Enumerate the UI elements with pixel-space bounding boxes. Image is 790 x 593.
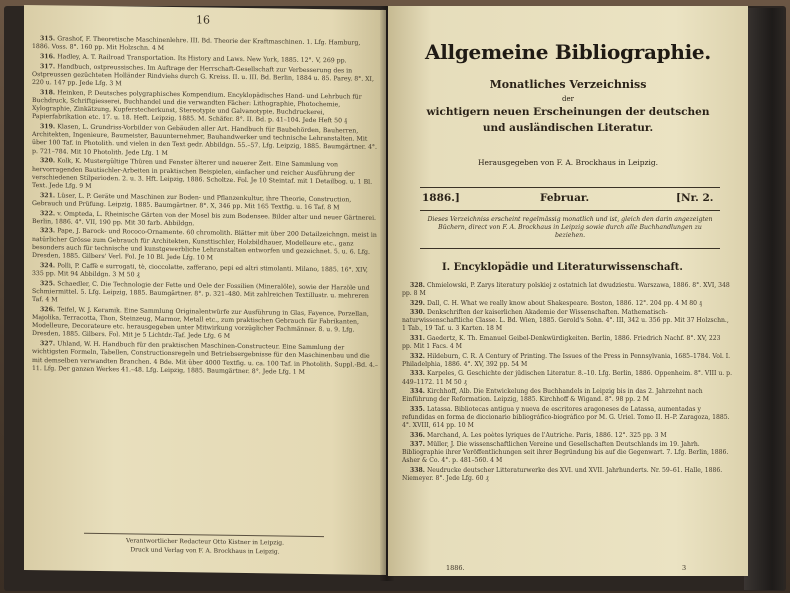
bibliography-entry <box>402 388 732 404</box>
section-heading: I. Encyklopädie und Literaturwissenschaft. <box>442 262 683 273</box>
editor-line: Verantwortlicher Redacteur Otto Kistner in Leipzig. <box>125 537 285 547</box>
bibliography-entry <box>402 282 732 298</box>
bibliography-entry <box>32 89 378 127</box>
book-spine <box>744 8 784 590</box>
entry-number: 316. <box>40 53 58 61</box>
issue-row <box>422 192 722 210</box>
bibliography-entry <box>402 300 732 308</box>
entry-number: 326. <box>40 305 58 314</box>
entry-text: Polli, P. Caffè e surrogati, tè, cioccolatte, zafferano, pepi ed altri stimolanti. Milano, 1885. 16°. XIV, 335 pp. Mit 94 Abbildgn. 3 M 50 ₰ <box>32 262 368 279</box>
journal-title: Allgemeine Bibliographie. <box>425 40 711 64</box>
entry-text: Hadley, A. T. Railroad Transportation. Its History and Laws. New York, 1885. 12°. V, 269 pp. <box>57 53 347 65</box>
entry-text: Heinken, P. Deutsches polygraphisches Kompendium. Encyklopädisches Hand- und Lehrbuch für Buchdruck, Schriftgiesserei, Buchhandel und die verwandten Fächer: Lithographie, Photochemie, Xylographie, Zinkätzung, Kupferstecherkunst, Stereotypie und Galvanotypie, Buchdruckerei, Papierfabrikation etc. 17. u. 18. Heft. Leipzig, 1885. M. Schäfer. 8°. II. Bd. p. 41–104. Jede Heft 50 ₰ <box>32 89 362 125</box>
entry-number: 336. <box>410 431 427 439</box>
entry-text: Teifel, W. J. Keramik. Eine Sammlung Originalentwürfe zur Ausführung in Glas, Fayence, Porzellan, Majolika, Terracotta, Thon, Steinzeug, Marmor, Metall etc., zum praktischen Gebrauch für Fabrikanten, Modelleure, Decorateure etc. herausgegeben unter Mitwirkung vorzüglicher Fachmänner. 8. u. 9. Lfg. Dresden, 1885. Gilbers. Fol. Mit je 5 Lichtdr.-Taf. Jede Lfg. 6 M <box>32 306 369 341</box>
subscription-notice: Dieses Verzeichniss erscheint regelmässig monatlich und ist, gleich den darin angezeigten Büchern, direct von F. A. Brockhaus in Leipzig sowie durch alle Buchhandlungen zu beziehen. <box>427 216 713 240</box>
footer-page-number: 3 <box>682 564 687 572</box>
entry-number: 315. <box>40 35 58 43</box>
entry-number: 332. <box>410 352 427 360</box>
header-rule-bottom <box>420 210 720 211</box>
bibliography-entry <box>32 123 378 161</box>
entry-number: 331. <box>410 335 427 343</box>
entry-text: Latassa. Bibliotecas antigua y nueva de escritores aragoneses de Latassa, aumentadas y refundidas en forma de diccionario bibliográfico-biográfico por M. G. Uriel. Tomo II. H–P. Zaragoza, 1885. 4°. XVIII, 614 pp. 10 M <box>402 405 730 429</box>
footer-year: 1886. <box>446 564 465 572</box>
bibliography-entry <box>402 353 732 369</box>
entry-number: 335. <box>410 405 427 413</box>
entry-text: Hildeburn, C. R. A Century of Printing. The Issues of the Press in Pennsylvania, 1685–1784. Vol. I. Philadelphia, 1886. 4°. XV, 392 pp. 54 M <box>402 352 731 368</box>
left-entry-list <box>32 35 378 379</box>
bibliography-entry <box>402 406 732 430</box>
bibliography-entry <box>402 335 732 351</box>
entry-text: Grashof, F. Theoretische Maschinenlehre. III. Bd. Theorie der Kraftmaschinen. 1. Lfg. Hamburg, 1886. Voss. 8°. 160 pp. Mit Holzschn. 4 M <box>32 35 361 53</box>
entry-number: 325. <box>40 279 58 288</box>
entry-text: Klasen, L. Grundriss-Vorbilder von Gebäuden aller Art. Handbuch für Baubehörden, Bauherren, Architekten, Ingenieure, Baumeister, Bauunternehmer, Bauhandwerker und technische Lehranstalten. Mit über 100 Taf. in Photolith. und vielen in den Text gedr. Abbildgn. 55.–57. Lfg. Leipzig, 1885. Baumgärtner. 4°. p. 721–784. Mit 10 Photolith. Jede Lfg. 1 M <box>32 123 377 157</box>
entry-text: Kolk, K. Mustergültige Thüren und Fenster älterer und neuerer Zeit. Eine Sammlung von hervorragenden Bautischler-Arbeiten in praktischen Beispielen, einfacher und reicher Ausführung der verschiedenen Stilperioden. 2. u. 3. Hft. Leipzig, 1886. Scholtze. Fol. Je 10 Steintaf. mit 1 Detailbog. u. 1 Bl. Text. Jede Lfg. 9 M <box>32 157 373 190</box>
entry-text: Denkschriften der kaiserlichen Akademie der Wissenschaften. Mathematisch-naturwissenschaftliche Classe. L. Bd. Wien, 1885. Gerold's Sohn. 4°. III, 342 u. 356 pp. Mit 37 Holzschn., 1 Tab., 19 Taf. u. 3 Karten. 18 M <box>402 309 729 333</box>
issue-number: [Nr. 2. <box>676 192 714 204</box>
page-footer <box>446 564 696 574</box>
publisher-line: Druck und Verlag von F. A. Brockhaus in Leipzig. <box>130 546 280 556</box>
entry-text: Uhland, W. H. Handbuch für den praktischen Maschinen-Constructeur. Eine Sammlung der wichtigsten Formeln, Tabellen, Constructionsregeln und Betriebsergebnisse für den Maschinenbau und die mit demselben verwandten Branchen. 4 Bde. Mit über 4000 Textfig. u. ca. 100 Taf. in Photolith. Suppl.-Bd. 4.–11. Lfg. Der ganzen Werkes 41.–48. Lfg. Leipzig, 1885. Baumgärtner. 8°. Jede Lfg. 1 M <box>32 340 378 376</box>
entry-number: 319. <box>40 123 58 131</box>
subtitle-line-4: und ausländischen Literatur. <box>482 122 654 134</box>
entry-number: 330. <box>410 309 427 317</box>
entry-text: Lüser, L. P. Geräte und Maschinen zur Boden- und Pflanzenkultur, ihre Theorie, Construction, Gebrauch und Prüfung. Leipzig, 1885. Baumgärtner. 8°. X, 346 pp. Mit 165 Textfig. u. 16 Taf. 8 M <box>32 192 352 212</box>
right-page <box>388 6 748 576</box>
bibliography-entry <box>402 432 732 440</box>
entry-number: 323. <box>40 227 58 235</box>
entry-text: v. Ompteda, L. Rheinische Gärten von der Mosel bis zum Bodensee. Bilder alter und neuer Gärtnerei. Berlin, 1886. 4°. VII, 190 pp. Mit 30 farb. Abbildgn. <box>32 209 377 228</box>
entry-number: 317. <box>40 62 58 71</box>
header-rule-top <box>420 187 720 188</box>
editor-note: Herausgegeben von F. A. Brockhaus in Leipzig. <box>477 158 659 167</box>
page-number: 16 <box>196 13 210 27</box>
entry-text: Chmielowski, P. Zarys literatury polskiej z ostatnich lat dwudziestu. Warszawa, 1886. 8°. XVI, 348 pp. 8 M <box>402 282 730 298</box>
entry-number: 329. <box>410 299 427 307</box>
right-entry-list <box>402 282 732 485</box>
entry-number: 334. <box>410 388 427 396</box>
section-rule <box>420 248 720 249</box>
bibliography-entry <box>32 340 378 378</box>
entry-text: Müller, J. Die wissenschaftlichen Vereine und Gesellschaften Deutschlands im 19. Jahrh. Bibliographie ihrer Veröffentlichungen seit ihrer Begründung bis auf die Gegenwart. 7. Lfg. Berlin, 1886. Asher & Co. 4°. p. 481–560. 4 M <box>402 441 729 465</box>
entry-number: 327. <box>40 340 58 348</box>
entry-number: 328. <box>410 282 427 289</box>
entry-number: 322. <box>40 209 58 217</box>
bibliography-entry <box>32 63 378 92</box>
entry-text: Marchand, A. Les poètes lyriques de l'Autriche. Paris, 1886. 12°. 325 pp. 3 M <box>426 431 667 439</box>
bibliography-entry <box>32 157 378 195</box>
entry-text: Gaedertz, K. Th. Emanuel Geibel-Denkwürdigkeiten. Berlin, 1886. Friedrich Nachf. 8°. XV, 223 pp. Mit 1 Facs. 4 M <box>402 335 721 351</box>
entry-text: Neudrucke deutscher Litteraturwerke des XVI. und XVII. Jahrhunderts. Nr. 59–61. Halle, 1886. Niemeyer. 8°. Jede Lfg. 60 ₰ <box>402 466 723 483</box>
bibliography-entry <box>32 306 378 344</box>
subtitle-line-3: wichtigern neuen Erscheinungen der deutschen <box>426 106 710 118</box>
entry-text: Kirchhoff, Alb. Die Entwickelung des Buchhandels in Leipzig bis in das 2. Jahrzehnt nach Einführung der Reformation. Leipzig, 1885. Kirchhoff & Wigand. 8°. 98 pp. 2 M <box>402 388 703 404</box>
entry-text: Pape, J. Barock- und Rococo-Ornamente. 60 chromolith. Blätter mit über 200 Detailzeichngn. meist in natürlicher Grösse zum Gebrauch für Architekten, Kunsttischler, Holzbildhauer, Modelleure etc., ganz besonders auch für technische und kunstgewerbliche Lehranstalten entworfen und gezeichnet. 5. u. 6. Lfg. Dresden, 1885. Gilbers' Verl. Fol. Je 10 Bl. Jede Lfg. 10 M <box>32 227 377 262</box>
bibliography-entry <box>32 280 378 309</box>
bibliography-entry <box>402 467 732 483</box>
entry-number: 333. <box>410 370 427 378</box>
subtitle-der: der <box>562 95 574 103</box>
entry-text: Schaedler, C. Die Technologie der Fette und Oele der Fossilien (Mineralöle), sowie der Harzöle und Schmiermittel. 5. Lfg. Leipzig, 1885. Baumgärtner. 8°. p. 321–480. Mit zahlreichen Textillustr. u. mehreren Taf. 4 M <box>32 280 370 304</box>
entry-text: Handbuch, ostpreussisches. Im Auftrage der Herrschaft-Gesellschaft zur Verbesserung des in Ostpreussen gezüchteten Holländer Rindviehs durch G. Kreiss. II. u. III. Bd. Berlin, 1884 u. 85. Parey. 8°. XI, 220 u. 147 pp. Jede Lfg. 3 M <box>32 63 374 88</box>
entry-number: 320. <box>40 157 58 165</box>
bibliography-entry <box>402 441 732 465</box>
bibliography-entry <box>402 309 732 333</box>
entry-text: Karpeles, G. Geschichte der jüdischen Literatur. 8.–10. Lfg. Berlin, 1886. Oppenheim. 8°. VIII u. p. 449–1172. 11 M 50 ₰ <box>402 370 733 386</box>
entry-number: 338. <box>410 466 427 474</box>
issue-month: Februar. <box>540 192 590 204</box>
issue-year: 1886.] <box>422 192 460 204</box>
left-page <box>24 5 386 575</box>
entry-number: 324. <box>40 261 58 270</box>
entry-number: 318. <box>40 88 58 97</box>
journal-subtitle: Monatliches Verzeichniss <box>489 78 647 91</box>
entry-number: 337. <box>410 441 427 449</box>
bibliography-entry <box>32 228 378 266</box>
bibliography-entry <box>402 370 732 386</box>
entry-text: Dall, C. H. What we really know about Shakespeare. Boston, 1886. 12°. 204 pp. 4 M 80 ₰ <box>426 299 703 307</box>
entry-number: 321. <box>40 191 58 200</box>
